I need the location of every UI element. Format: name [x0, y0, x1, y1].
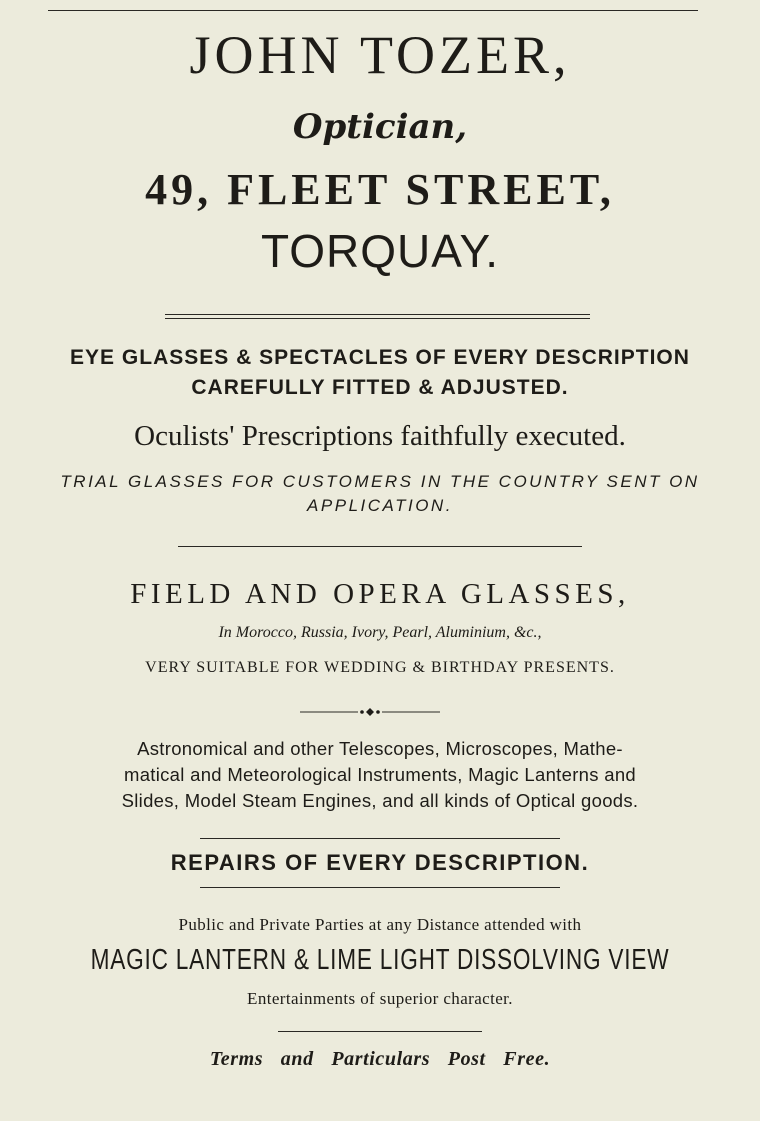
repairs-rule-bottom	[200, 887, 560, 888]
spectacles-line-2: CAREFULLY FITTED & ADJUSTED.	[191, 376, 569, 399]
presents-line: VERY SUITABLE FOR WEDDING & BIRTHDAY PRESENTS.	[145, 659, 615, 676]
materials-line: In Morocco, Russia, Ivory, Pearl, Aluminium, &c.,	[218, 624, 542, 641]
instruments-line-3: Slides, Model Steam Engines, and all kinds of Optical goods.	[121, 790, 639, 811]
double-rule-lower	[165, 318, 590, 319]
section-rule-1	[178, 546, 582, 547]
trade-title: Optician,	[292, 107, 468, 147]
town-name: TORQUAY.	[260, 225, 500, 277]
top-rule	[48, 10, 698, 11]
prescriptions-line: Oculists' Prescriptions faithfully executed.	[134, 420, 626, 452]
field-glasses-heading: FIELD AND OPERA GLASSES,	[130, 578, 630, 610]
footer-rule	[278, 1031, 482, 1032]
parties-line: Public and Private Parties at any Distance attended with	[178, 915, 582, 934]
repairs-heading: REPAIRS OF EVERY DESCRIPTION.	[170, 850, 590, 875]
instruments-line-2: matical and Meteorological Instruments, Magic Lanterns and	[123, 764, 636, 785]
magic-lantern-line: MAGIC LANTERN & LIME LIGHT DISSOLVING VIEW	[90, 944, 670, 976]
entertainments-line: Entertainments of superior character.	[247, 989, 513, 1008]
street-address: 49, FLEET STREET,	[145, 165, 615, 214]
repairs-rule-top	[200, 838, 560, 839]
double-rule-upper	[165, 314, 590, 315]
trial-glasses-line-1: TRIAL GLASSES FOR CUSTOMERS IN THE COUNTRY SENT ON	[60, 472, 700, 491]
instruments-line-1: Astronomical and other Telescopes, Microscopes, Mathe-	[137, 738, 623, 759]
ornament-divider	[300, 702, 440, 722]
proprietor-name: JOHN TOZER,	[189, 25, 571, 85]
spectacles-line-1: EYE GLASSES & SPECTACLES OF EVERY DESCRIPTION	[70, 346, 690, 369]
trial-glasses-line-2: APPLICATION.	[307, 496, 453, 515]
terms-footer: Terms and Particulars Post Free.	[209, 1048, 551, 1070]
